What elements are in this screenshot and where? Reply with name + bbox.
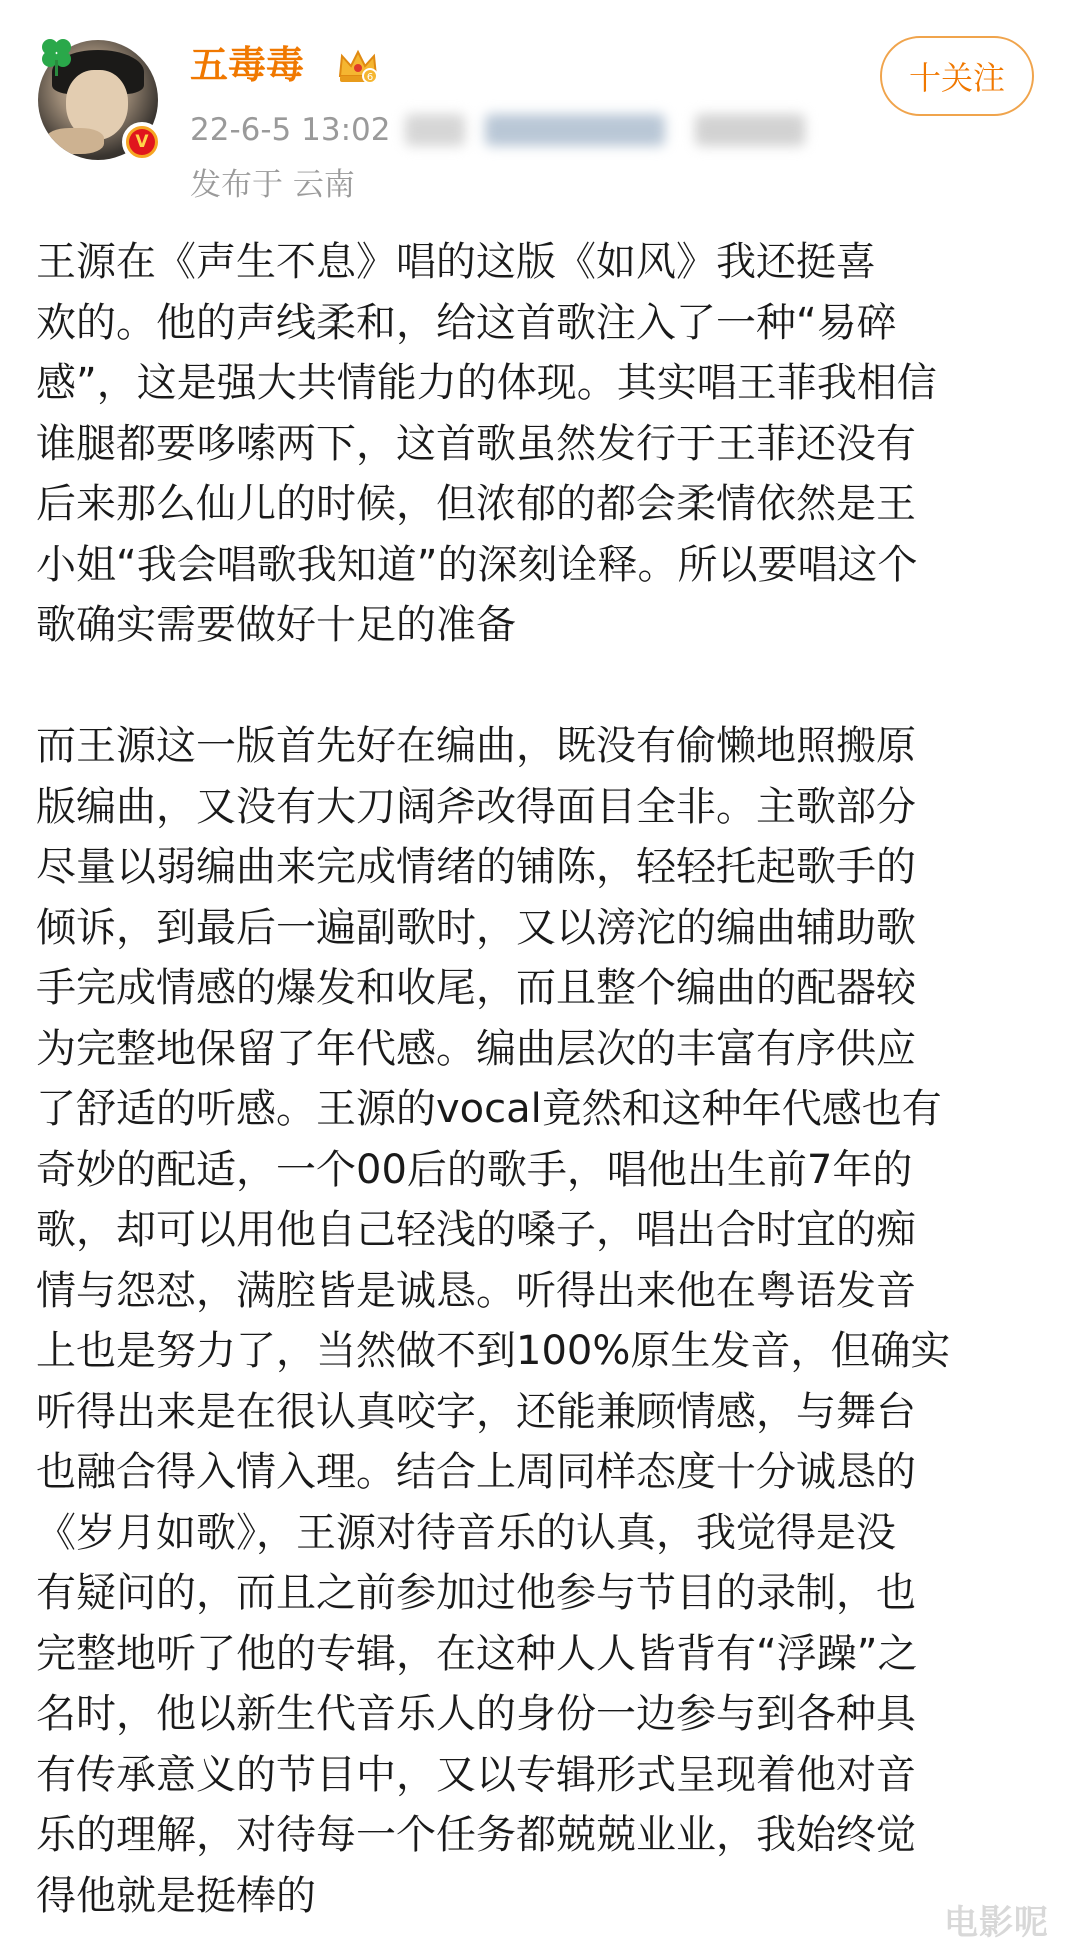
text-line: 上也是努力了，当然做不到100%原生发音，但确实 xyxy=(36,1328,951,1374)
text-line: 而王源这一版首先好在编曲，既没有偷懒地照搬原 xyxy=(36,723,916,769)
paragraph xyxy=(36,232,1046,656)
blurred-source-3 xyxy=(695,114,805,146)
clover-icon xyxy=(34,32,80,78)
crown-vip-icon[interactable] xyxy=(336,46,380,86)
post-location: 发布于 云南 xyxy=(190,167,355,203)
text-line: 歌确实需要做好十足的准备 xyxy=(36,602,516,648)
text-line: 小姐“我会唱歌我知道”的深刻诠释。所以要唱这个 xyxy=(36,541,918,588)
text-line: 《岁月如歌》，王源对待音乐的认真，我觉得是没 xyxy=(36,1509,896,1556)
blurred-source-1 xyxy=(405,114,465,146)
text-line: 版编曲，又没有大刀阔斧改得面目全非。主歌部分 xyxy=(36,783,916,830)
verified-v-icon: V xyxy=(122,122,162,162)
text-line: 得他就是挺棒的 xyxy=(36,1872,316,1919)
post-timestamp: 22-6-5 13:02 xyxy=(190,112,391,148)
text-line: 奇妙的配适，一个00后的歌手，唱他出生前7年的 xyxy=(36,1146,913,1193)
svg-text:6: 6 xyxy=(366,72,374,83)
username[interactable]: 五毒毒 xyxy=(190,43,305,87)
blurred-source-2 xyxy=(485,114,665,146)
text-line: 王源在《声生不息》唱的这版《如风》我还挺喜 xyxy=(36,239,876,285)
text-line: 听得出来是在很认真咬字，还能兼顾情感，与舞台 xyxy=(36,1388,916,1435)
text-line: 手完成情感的爆发和收尾，而且整个编曲的配器较 xyxy=(36,965,916,1011)
text-line: 感”，这是强大共情能力的体现。其实唱王菲我相信 xyxy=(36,360,937,406)
paragraph xyxy=(36,716,1046,1926)
text-line: 有疑问的，而且之前参加过他参与节目的录制，也 xyxy=(36,1570,916,1616)
text-line: 了舒适的听感。王源的vocal竟然和这种年代感也有 xyxy=(36,1086,942,1132)
text-line: 有传承意义的节目中，又以专辑形式呈现着他对音 xyxy=(36,1751,916,1798)
text-line: 情与怨怼，满腔皆是诚恳。听得出来他在粤语发音 xyxy=(36,1267,916,1314)
text-line: 歌，却可以用他自己轻浅的嗓子，唱出合时宜的痴 xyxy=(36,1207,916,1253)
text-line: 名时，他以新生代音乐人的身份一边参与到各种具 xyxy=(36,1691,916,1737)
text-line: 后来那么仙儿的时候，但浓郁的都会柔情依然是王 xyxy=(36,481,916,527)
watermark: 电影呢 xyxy=(944,1903,1049,1943)
paragraph-spacer xyxy=(36,656,1046,717)
avatar[interactable] xyxy=(38,40,158,160)
text-line: 也融合得入情入理。结合上周同样态度十分诚恳的 xyxy=(36,1449,916,1495)
text-line: 倾诉，到最后一遍副歌时，又以滂沱的编曲辅助歌 xyxy=(36,904,916,951)
text-line: 谁腿都要哆嗦两下，这首歌虽然发行于王菲还没有 xyxy=(36,420,916,467)
post-body xyxy=(36,232,1046,1926)
text-line: 完整地听了他的专辑，在这种人人皆背有“浮躁”之 xyxy=(36,1630,918,1677)
text-line: 为完整地保留了年代感。编曲层次的丰富有序供应 xyxy=(36,1025,916,1072)
post-header xyxy=(0,0,1080,210)
text-line: 欢的。他的声线柔和，给这首歌注入了一种“易碎 xyxy=(36,299,897,346)
follow-button[interactable]: 十关注 xyxy=(880,36,1034,116)
text-line: 乐的理解，对待每一个任务都兢兢业业，我始终觉 xyxy=(36,1812,916,1858)
text-line: 尽量以弱编曲来完成情绪的铺陈，轻轻托起歌手的 xyxy=(36,844,916,890)
